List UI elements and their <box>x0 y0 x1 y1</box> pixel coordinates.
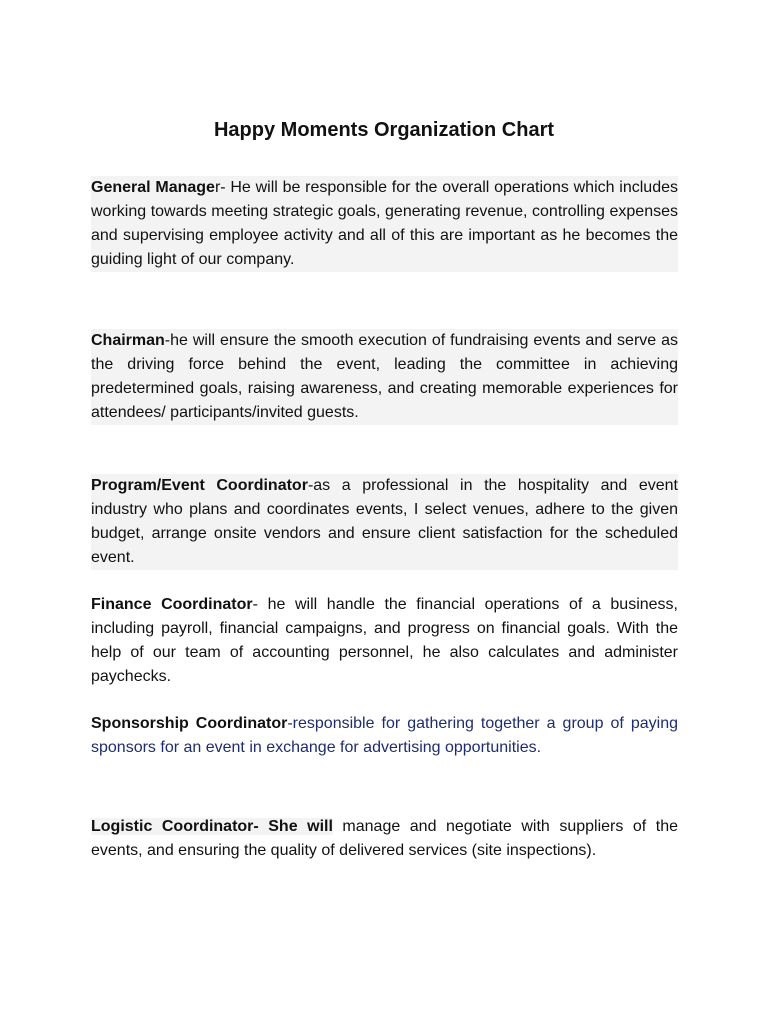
section-finance-coordinator <box>91 593 678 689</box>
section-program-event-coordinator <box>91 474 678 570</box>
section-general-manager <box>91 176 678 272</box>
term-general-manager-tail: r <box>214 179 221 196</box>
description-program-event-coordinator: -as a professional in the hospitality and event industry who plans and coordinates events, I select venues, adhere to the given budget, arrange onsite vendors and ensure client satisfaction for the scheduled event. <box>91 477 678 566</box>
term-sponsorship-coordinator: Sponsorship Coordinator <box>91 715 288 732</box>
description-finance-coordinator: - he will handle the financial operations of a business, including payroll, financial campaigns, and progress on financial goals. With the help of our team of accounting personnel, he also calculates and administer paychecks. <box>91 596 678 685</box>
description-logistic-coordinator: manage and negotiate with suppliers of the events, and ensuring the quality of delivered services (site inspections). <box>91 818 678 859</box>
description-general-manager: - He will be responsible for the overall operations which includes working towards meeting strategic goals, generating revenue, controlling expenses and supervising employee activity and all of this are important as he becomes the guiding light of our company. <box>91 179 678 268</box>
description-sponsorship-coordinator: -responsible for gathering together a group of paying sponsors for an event in exchange for advertising opportunities. <box>91 715 678 756</box>
term-chairman: Chairman <box>91 332 165 349</box>
section-sponsorship-coordinator <box>91 712 678 760</box>
term-general-manager: General Manage <box>91 179 215 196</box>
description-chairman: -he will ensure the smooth execution of fundraising events and serve as the driving force behind the event, leading the committee in achieving predetermined goals, raising awareness, and creating memorable experiences for attendees/ participants/invited guests. <box>91 332 678 421</box>
page-title: Happy Moments Organization Chart <box>213 119 555 141</box>
term-finance-coordinator: Finance Coordinator <box>91 596 253 613</box>
section-logistic-coordinator <box>91 815 678 863</box>
section-chairman <box>91 329 678 425</box>
term-logistic-coordinator: Logistic Coordinator- She will <box>91 818 333 835</box>
term-program-event-coordinator: Program/Event Coordinator <box>91 477 308 494</box>
